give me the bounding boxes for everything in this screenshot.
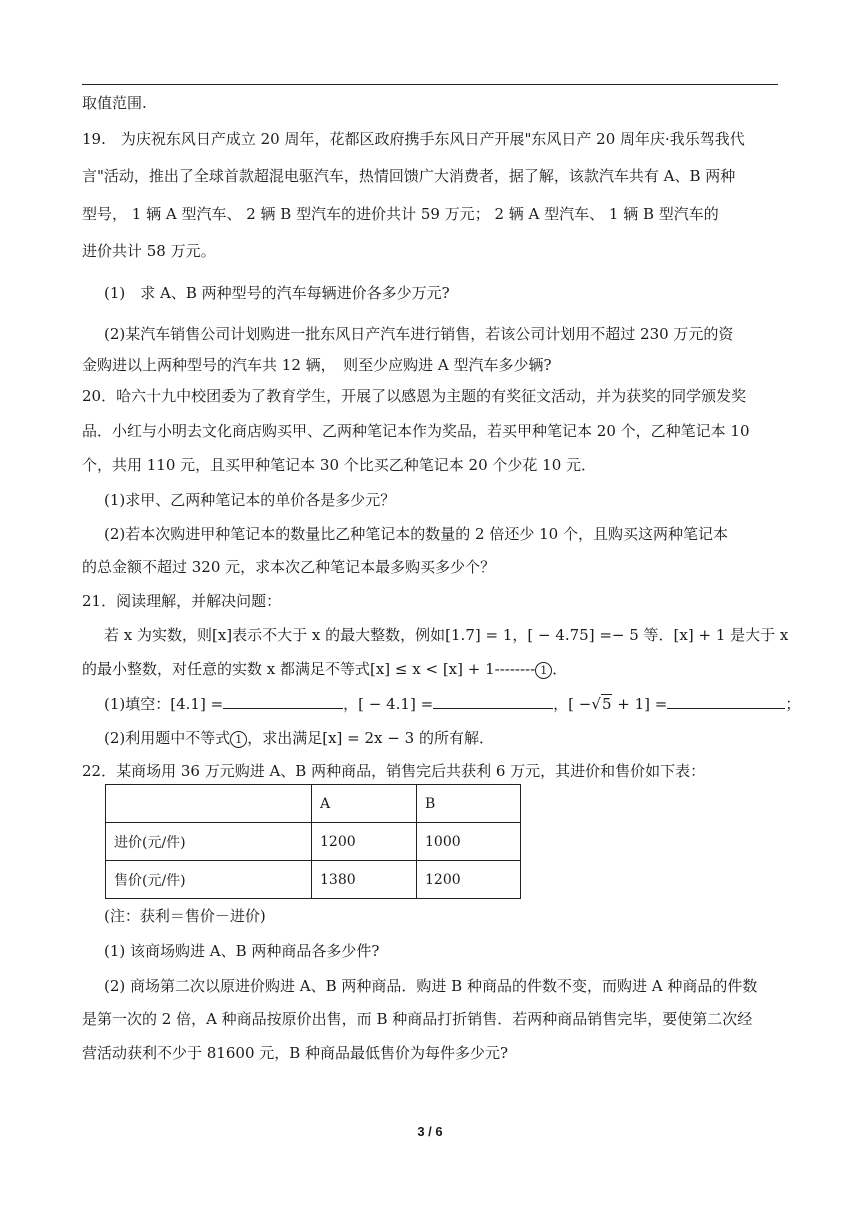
fill-label: (1)填空：[4.1] = bbox=[104, 695, 224, 713]
answer-blank-2[interactable] bbox=[433, 694, 553, 709]
q19-line: 型号， 1 辆 A 型汽车、 2 辆 B 型汽车的进价共计 59 万元； 2 辆 A 型汽车、 1 辆 B 型汽车的 bbox=[82, 205, 719, 223]
sqrt-radicand: 5 bbox=[601, 695, 612, 713]
table-cell bbox=[106, 785, 312, 823]
q22-part2: 营活动获利不少于 81600 元，B 种商品最低售价为每件多少元? bbox=[82, 1044, 509, 1062]
q21-fill-blanks bbox=[104, 693, 800, 714]
header-rule bbox=[82, 84, 778, 85]
q22-note: (注：获利＝售价－进价) bbox=[104, 907, 266, 925]
q21-body-end: ． bbox=[552, 660, 568, 678]
table-header-row bbox=[106, 785, 521, 823]
q21-part2 bbox=[104, 727, 494, 748]
answer-blank-3[interactable] bbox=[667, 694, 785, 709]
table-cell: 进价(元/件) bbox=[106, 823, 312, 861]
q20-part2: (2)若本次购进甲种笔记本的数量比乙种笔记本的数量的 2 倍还少 10 个，且购买这两种笔记本 bbox=[104, 525, 728, 543]
q21-body bbox=[82, 658, 567, 679]
page-number: 3 / 6 bbox=[417, 1124, 443, 1139]
q22-part2: (2) 商场第二次以原进价购进 A、B 两种商品．购进 B 种商品的件数不变，而购进 A 种商品的件数 bbox=[104, 977, 758, 995]
q20-line: 20．哈六十九中校团委为了教育学生，开展了以感恩为主题的有奖征文活动，并为获奖的同学颁发奖 bbox=[82, 387, 747, 405]
table-cell: 1380 bbox=[312, 861, 417, 899]
q22-line: 22．某商场用 36 万元购进 A、B 两种商品，销售完后共获利 6 万元，其进价和售价如下表： bbox=[82, 762, 706, 780]
q21-part2-text-b: ，求出满足[x] = 2x − 3 的所有解． bbox=[247, 729, 494, 747]
table-row bbox=[106, 823, 521, 861]
table-cell: A bbox=[312, 785, 417, 823]
fill-mid-2: ，[ − bbox=[553, 695, 592, 713]
q22-part2: 是第一次的 2 倍，A 种商品按原价出售，而 B 种商品打折销售．若两种商品销售完毕，要使第二次经 bbox=[82, 1010, 753, 1028]
answer-blank-1[interactable] bbox=[223, 694, 343, 709]
price-table bbox=[105, 784, 521, 899]
q19-part1: (1) 求 A、B 两种型号的汽车每辆进价各多少万元? bbox=[104, 284, 450, 302]
circled-number-1: 1 bbox=[230, 731, 247, 748]
q19-part2: 金购进以上两种型号的汽车共 12 辆， 则至少应购进 A 型汽车多少辆? bbox=[82, 356, 552, 374]
table-cell: 1000 bbox=[417, 823, 521, 861]
q19-line: 19. 为庆祝东风日产成立 20 周年，花都区政府携手东风日产开展"东风日产 20 周年庆·我乐驾我代 bbox=[82, 130, 745, 148]
table-row bbox=[106, 861, 521, 899]
text-line: 取值范围. bbox=[82, 94, 147, 112]
table-cell: B bbox=[417, 785, 521, 823]
fill-end: ； bbox=[785, 695, 801, 713]
table-cell: 1200 bbox=[417, 861, 521, 899]
q19-part2: (2)某汽车销售公司计划购进一批东风日产汽车进行销售，若该公司计划用不超过 230 万元的资 bbox=[104, 325, 734, 343]
table-cell: 1200 bbox=[312, 823, 417, 861]
q19-line: 言"活动，推出了全球首款超混电驱汽车，热情回馈广大消费者，据了解，该款汽车共有 A、B 两种 bbox=[82, 167, 736, 185]
q21-title: 21．阅读理解，并解决问题： bbox=[82, 592, 282, 610]
q20-line: 个，共用 110 元，且买甲种笔记本 30 个比买乙种笔记本 20 个少花 10 元． bbox=[82, 456, 597, 474]
q19-line: 进价共计 58 万元。 bbox=[82, 242, 216, 260]
q20-part1: (1)求甲、乙两种笔记本的单价各是多少元？ bbox=[104, 491, 396, 509]
fill-mid-2-post: + 1] = bbox=[612, 695, 668, 713]
q21-body: 若 x 为实数，则[x]表示不大于 x 的最大整数，例如[1.7] = 1，[ − 4.75] =− 5 等．[x] + 1 是大于 x bbox=[104, 626, 789, 644]
circled-number-1: 1 bbox=[535, 662, 552, 679]
fill-mid-1: ，[ − 4.1] = bbox=[343, 695, 434, 713]
q20-line: 品．小红与小明去文化商店购买甲、乙两种笔记本作为奖品，若买甲种笔记本 20 个，乙种笔记本 10 bbox=[82, 422, 750, 440]
q21-body-text: 的最小整数，对任意的实数 x 都满足不等式[x] ≤ x < [x] + 1-------- bbox=[82, 660, 536, 678]
table-cell: 售价(元/件) bbox=[106, 861, 312, 899]
q20-part2: 的总金额不超过 320 元，求本次乙种笔记本最多购买多少个？ bbox=[82, 558, 496, 576]
q21-part2-text: (2)利用题中不等式 bbox=[104, 729, 231, 747]
sqrt-symbol: √ bbox=[591, 695, 601, 713]
q22-part1: (1) 该商场购进 A、B 两种商品各多少件? bbox=[104, 942, 380, 960]
